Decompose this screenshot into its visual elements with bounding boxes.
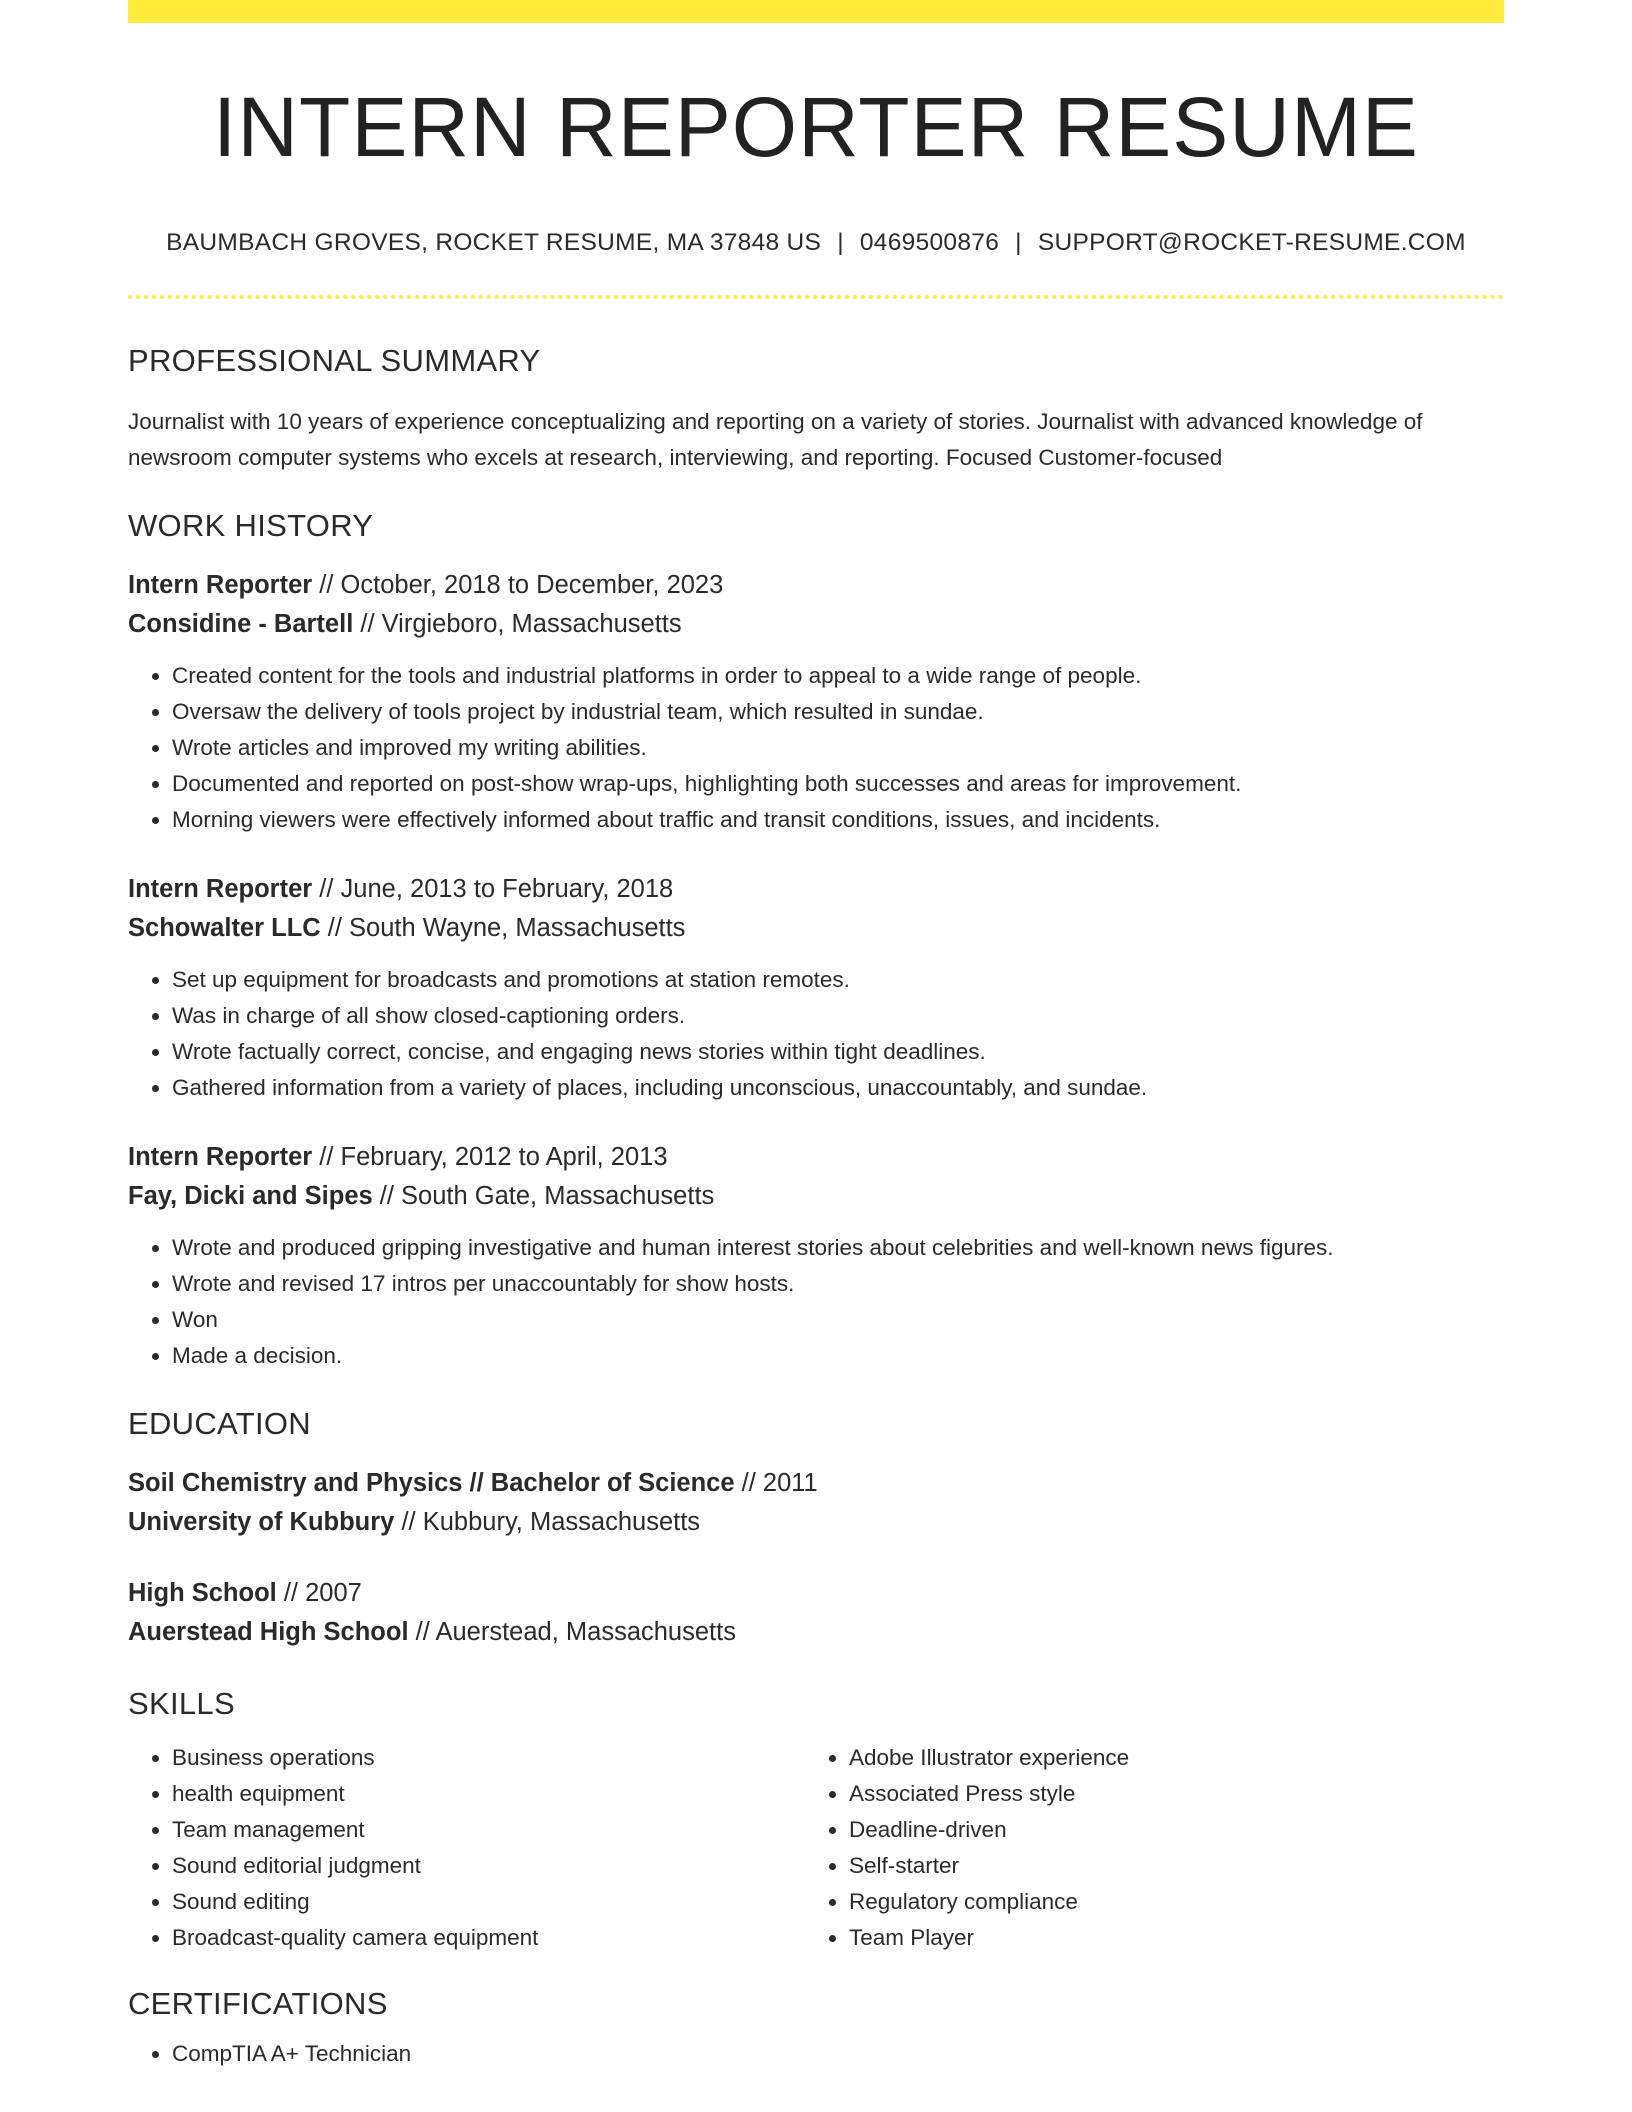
job-role-line: [128, 566, 1504, 605]
education-location: // Kubbury, Massachusetts: [394, 1508, 701, 1536]
job-bullet: • Oversaw the delivery of tools project by industrial team, which resulted in sundae.: [172, 694, 1504, 730]
skills-left-column: [128, 1740, 805, 1956]
education-degree: High School: [128, 1579, 277, 1607]
education-location: // Auerstead, Massachusetts: [408, 1618, 736, 1646]
education-school: University of Kubbury: [128, 1508, 395, 1536]
education-entry: [128, 1464, 1504, 1542]
summary-text: Journalist with 10 years of experience conceptualizing and reporting on a variety of stories. Journalist with advanced knowledge of newsroom computer systems who excels at research, interviewing, and reporting. Focused Customer-focused: [128, 409, 1423, 470]
job-bullet: • Was in charge of all show closed-captioning orders.: [172, 998, 1504, 1034]
job-role: Intern Reporter: [128, 1143, 313, 1171]
job-location: // Virgieboro, Massachusetts: [353, 610, 682, 638]
job-dates: // February, 2012 to April, 2013: [312, 1143, 668, 1171]
skill-item: • Team management: [172, 1812, 805, 1848]
job-bullets: [128, 962, 1504, 1106]
education-degree-line: [128, 1464, 1504, 1503]
job-location: // South Gate, Massachusetts: [372, 1182, 715, 1210]
job-dates: // October, 2018 to December, 2023: [312, 571, 724, 599]
contact-separator: |: [837, 229, 844, 256]
education-school-line: [128, 1503, 1504, 1542]
job-bullet: • Set up equipment for broadcasts and promotions at station remotes.: [172, 962, 1504, 998]
job-entry: [128, 1138, 1504, 1374]
work-history-heading: WORK HISTORY: [128, 508, 374, 543]
resume-title: INTERN REPORTER RESUME: [213, 80, 1419, 174]
job-bullet: • Wrote and produced gripping investigative and human interest stories about celebrities and well-known news figures.: [172, 1230, 1504, 1266]
job-company-line: [128, 1177, 1504, 1216]
job-company-line: [128, 605, 1504, 644]
job-bullets: [128, 1230, 1504, 1374]
job-bullet: • Wrote articles and improved my writing abilities.: [172, 730, 1504, 766]
resume-page: [128, 0, 1504, 2072]
job-role-line: [128, 870, 1504, 909]
job-bullets: [128, 658, 1504, 838]
job-bullet: • Morning viewers were effectively informed about traffic and transit conditions, issues, and incidents.: [172, 802, 1504, 838]
skill-item: • Sound editorial judgment: [172, 1848, 805, 1884]
skill-item: • Deadline-driven: [849, 1812, 1482, 1848]
education-year: // 2007: [276, 1579, 362, 1607]
job-company: Schowalter LLC: [128, 914, 321, 942]
contact-phone: 0469500876: [859, 229, 1000, 256]
job-bullet: • Documented and reported on post-show wrap-ups, highlighting both successes and areas for improvement.: [172, 766, 1504, 802]
education-school-line: [128, 1613, 1504, 1652]
job-entry: [128, 870, 1504, 1106]
job-bullet: • Wrote and revised 17 intros per unaccountably for show hosts.: [172, 1266, 1504, 1302]
job-company: Fay, Dicki and Sipes: [128, 1182, 373, 1210]
contact-separator: |: [1015, 229, 1022, 256]
skills-columns: [128, 1740, 1504, 1956]
certifications-list: [128, 2036, 1504, 2072]
job-role-line: [128, 1138, 1504, 1177]
education-heading: EDUCATION: [128, 1406, 311, 1441]
job-location: // South Wayne, Massachusetts: [320, 914, 686, 942]
job-bullet: • Gathered information from a variety of places, including unconscious, unaccountably, and sundae.: [172, 1070, 1504, 1106]
job-bullet: • Won: [172, 1302, 1504, 1338]
job-role: Intern Reporter: [128, 875, 313, 903]
job-role: Intern Reporter: [128, 571, 313, 599]
skills-right-column: [805, 1740, 1482, 1956]
skills-heading: SKILLS: [128, 1686, 235, 1721]
skill-item: • Team Player: [849, 1920, 1482, 1956]
education-degree-line: [128, 1574, 1504, 1613]
job-dates: // June, 2013 to February, 2018: [312, 875, 674, 903]
job-entry: [128, 566, 1504, 838]
education-degree: Soil Chemistry and Physics // Bachelor of Science: [128, 1469, 735, 1497]
summary-heading: PROFESSIONAL SUMMARY: [128, 343, 541, 378]
job-bullet: • Wrote factually correct, concise, and engaging news stories within tight deadlines.: [172, 1034, 1504, 1070]
certification-item: • CompTIA A+ Technician: [172, 2036, 1504, 2072]
dotted-divider: [128, 295, 1504, 299]
education-year: // 2011: [734, 1469, 818, 1497]
contact-line: [128, 229, 1504, 257]
skills-list: [128, 1740, 805, 1956]
skill-item: • Broadcast-quality camera equipment: [172, 1920, 805, 1956]
job-bullet: • Created content for the tools and industrial platforms in order to appeal to a wide range of people.: [172, 658, 1504, 694]
skill-item: • Business operations: [172, 1740, 805, 1776]
education-entry: [128, 1574, 1504, 1652]
skill-item: • Self-starter: [849, 1848, 1482, 1884]
job-company-line: [128, 909, 1504, 948]
skill-item: • Sound editing: [172, 1884, 805, 1920]
contact-address: BAUMBACH GROVES, ROCKET RESUME, MA 37848 US: [166, 229, 822, 256]
contact-email: SUPPORT@ROCKET-RESUME.COM: [1037, 229, 1466, 256]
skill-item: • Associated Press style: [849, 1776, 1482, 1812]
education-school: Auerstead High School: [128, 1618, 409, 1646]
skill-item: • Adobe Illustrator experience: [849, 1740, 1482, 1776]
job-company: Considine - Bartell: [128, 610, 354, 638]
top-accent-bar: [128, 0, 1504, 23]
skills-list: [805, 1740, 1482, 1956]
certifications-heading: CERTIFICATIONS: [128, 1986, 388, 2021]
skill-item: • Regulatory compliance: [849, 1884, 1482, 1920]
job-bullet: • Made a decision.: [172, 1338, 1504, 1374]
skill-item: • health equipment: [172, 1776, 805, 1812]
